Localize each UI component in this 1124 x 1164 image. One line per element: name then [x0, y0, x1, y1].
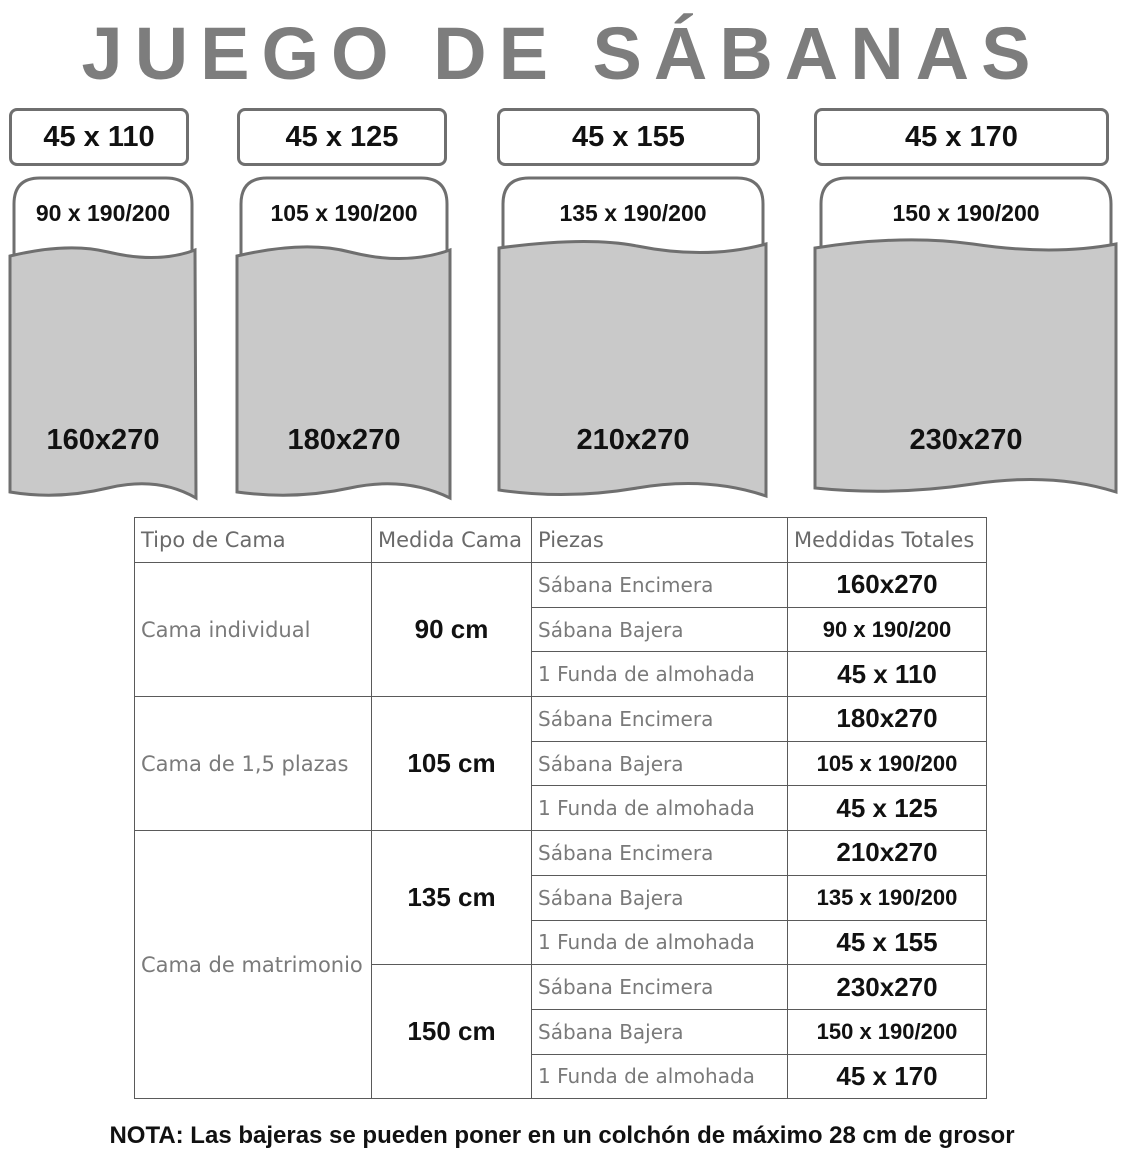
flat-sheet-size: 210x270: [576, 424, 690, 456]
column-header-bed-size: Medida Cama: [372, 518, 532, 563]
bed-type-cell: Cama de matrimonio: [135, 831, 372, 1099]
column-header-total-sizes: Meddidas Totales: [788, 518, 987, 563]
flat-sheet-size: 230x270: [909, 424, 1023, 456]
total-size-cell: 180x270: [788, 697, 987, 742]
column-header-bed-type: Tipo de Cama: [135, 518, 372, 563]
fitted-sheet-size: 135 x 190/200: [559, 200, 707, 226]
page-title: JUEGO DE SÁBANAS: [81, 12, 1043, 95]
table-row: [135, 831, 987, 876]
sheet-illustration-1: [8, 176, 198, 506]
piece-cell: Sábana Encimera: [532, 697, 788, 742]
flat-sheet-size: 160x270: [46, 424, 160, 456]
total-size-cell: 90 x 190/200: [788, 607, 987, 652]
total-size-cell: 135 x 190/200: [788, 875, 987, 920]
pillowcase-label-2: 45 x 125: [237, 108, 447, 166]
total-size-cell: 45 x 110: [788, 652, 987, 697]
table-row: [135, 563, 987, 608]
sheet-illustration-3: [497, 176, 769, 506]
bed-size-cell: 90 cm: [372, 563, 532, 697]
bed-type-cell: Cama de 1,5 plazas: [135, 697, 372, 831]
bed-size-cell: 105 cm: [372, 697, 532, 831]
piece-cell: Sábana Bajera: [532, 875, 788, 920]
piece-cell: 1 Funda de almohada: [532, 652, 788, 697]
total-size-cell: 105 x 190/200: [788, 741, 987, 786]
fitted-sheet-size: 90 x 190/200: [35, 200, 171, 226]
piece-cell: Sábana Encimera: [532, 831, 788, 876]
piece-cell: Sábana Bajera: [532, 741, 788, 786]
pillowcase-label-1: 45 x 110: [9, 108, 189, 166]
piece-cell: 1 Funda de almohada: [532, 920, 788, 965]
flat-sheet-size: 180x270: [287, 424, 401, 456]
piece-cell: Sábana Encimera: [532, 563, 788, 608]
piece-cell: Sábana Encimera: [532, 965, 788, 1010]
bed-size-cell: 135 cm: [372, 831, 532, 965]
bed-size-cell: 150 cm: [372, 965, 532, 1099]
bed-type-cell: Cama individual: [135, 563, 372, 697]
size-table: [134, 517, 987, 1099]
total-size-cell: 160x270: [788, 563, 987, 608]
sheet-illustration-4: [813, 176, 1119, 506]
piece-cell: Sábana Bajera: [532, 607, 788, 652]
footnote: NOTA: Las bajeras se pueden poner en un colchón de máximo 28 cm de grosor: [109, 1122, 1015, 1149]
total-size-cell: 45 x 155: [788, 920, 987, 965]
column-header-pieces: Piezas: [532, 518, 788, 563]
table-row: [135, 697, 987, 742]
total-size-cell: 210x270: [788, 831, 987, 876]
total-size-cell: 45 x 125: [788, 786, 987, 831]
piece-cell: 1 Funda de almohada: [532, 786, 788, 831]
fitted-sheet-size: 150 x 190/200: [892, 200, 1040, 226]
fitted-sheet-size: 105 x 190/200: [270, 200, 418, 226]
table-header-row: [135, 518, 987, 563]
total-size-cell: 150 x 190/200: [788, 1009, 987, 1054]
pillowcase-label-4: 45 x 170: [814, 108, 1109, 166]
total-size-cell: 45 x 170: [788, 1054, 987, 1099]
piece-cell: 1 Funda de almohada: [532, 1054, 788, 1099]
total-size-cell: 230x270: [788, 965, 987, 1010]
pillowcase-label-3: 45 x 155: [497, 108, 760, 166]
sheet-illustration-2: [235, 176, 453, 506]
piece-cell: Sábana Bajera: [532, 1009, 788, 1054]
